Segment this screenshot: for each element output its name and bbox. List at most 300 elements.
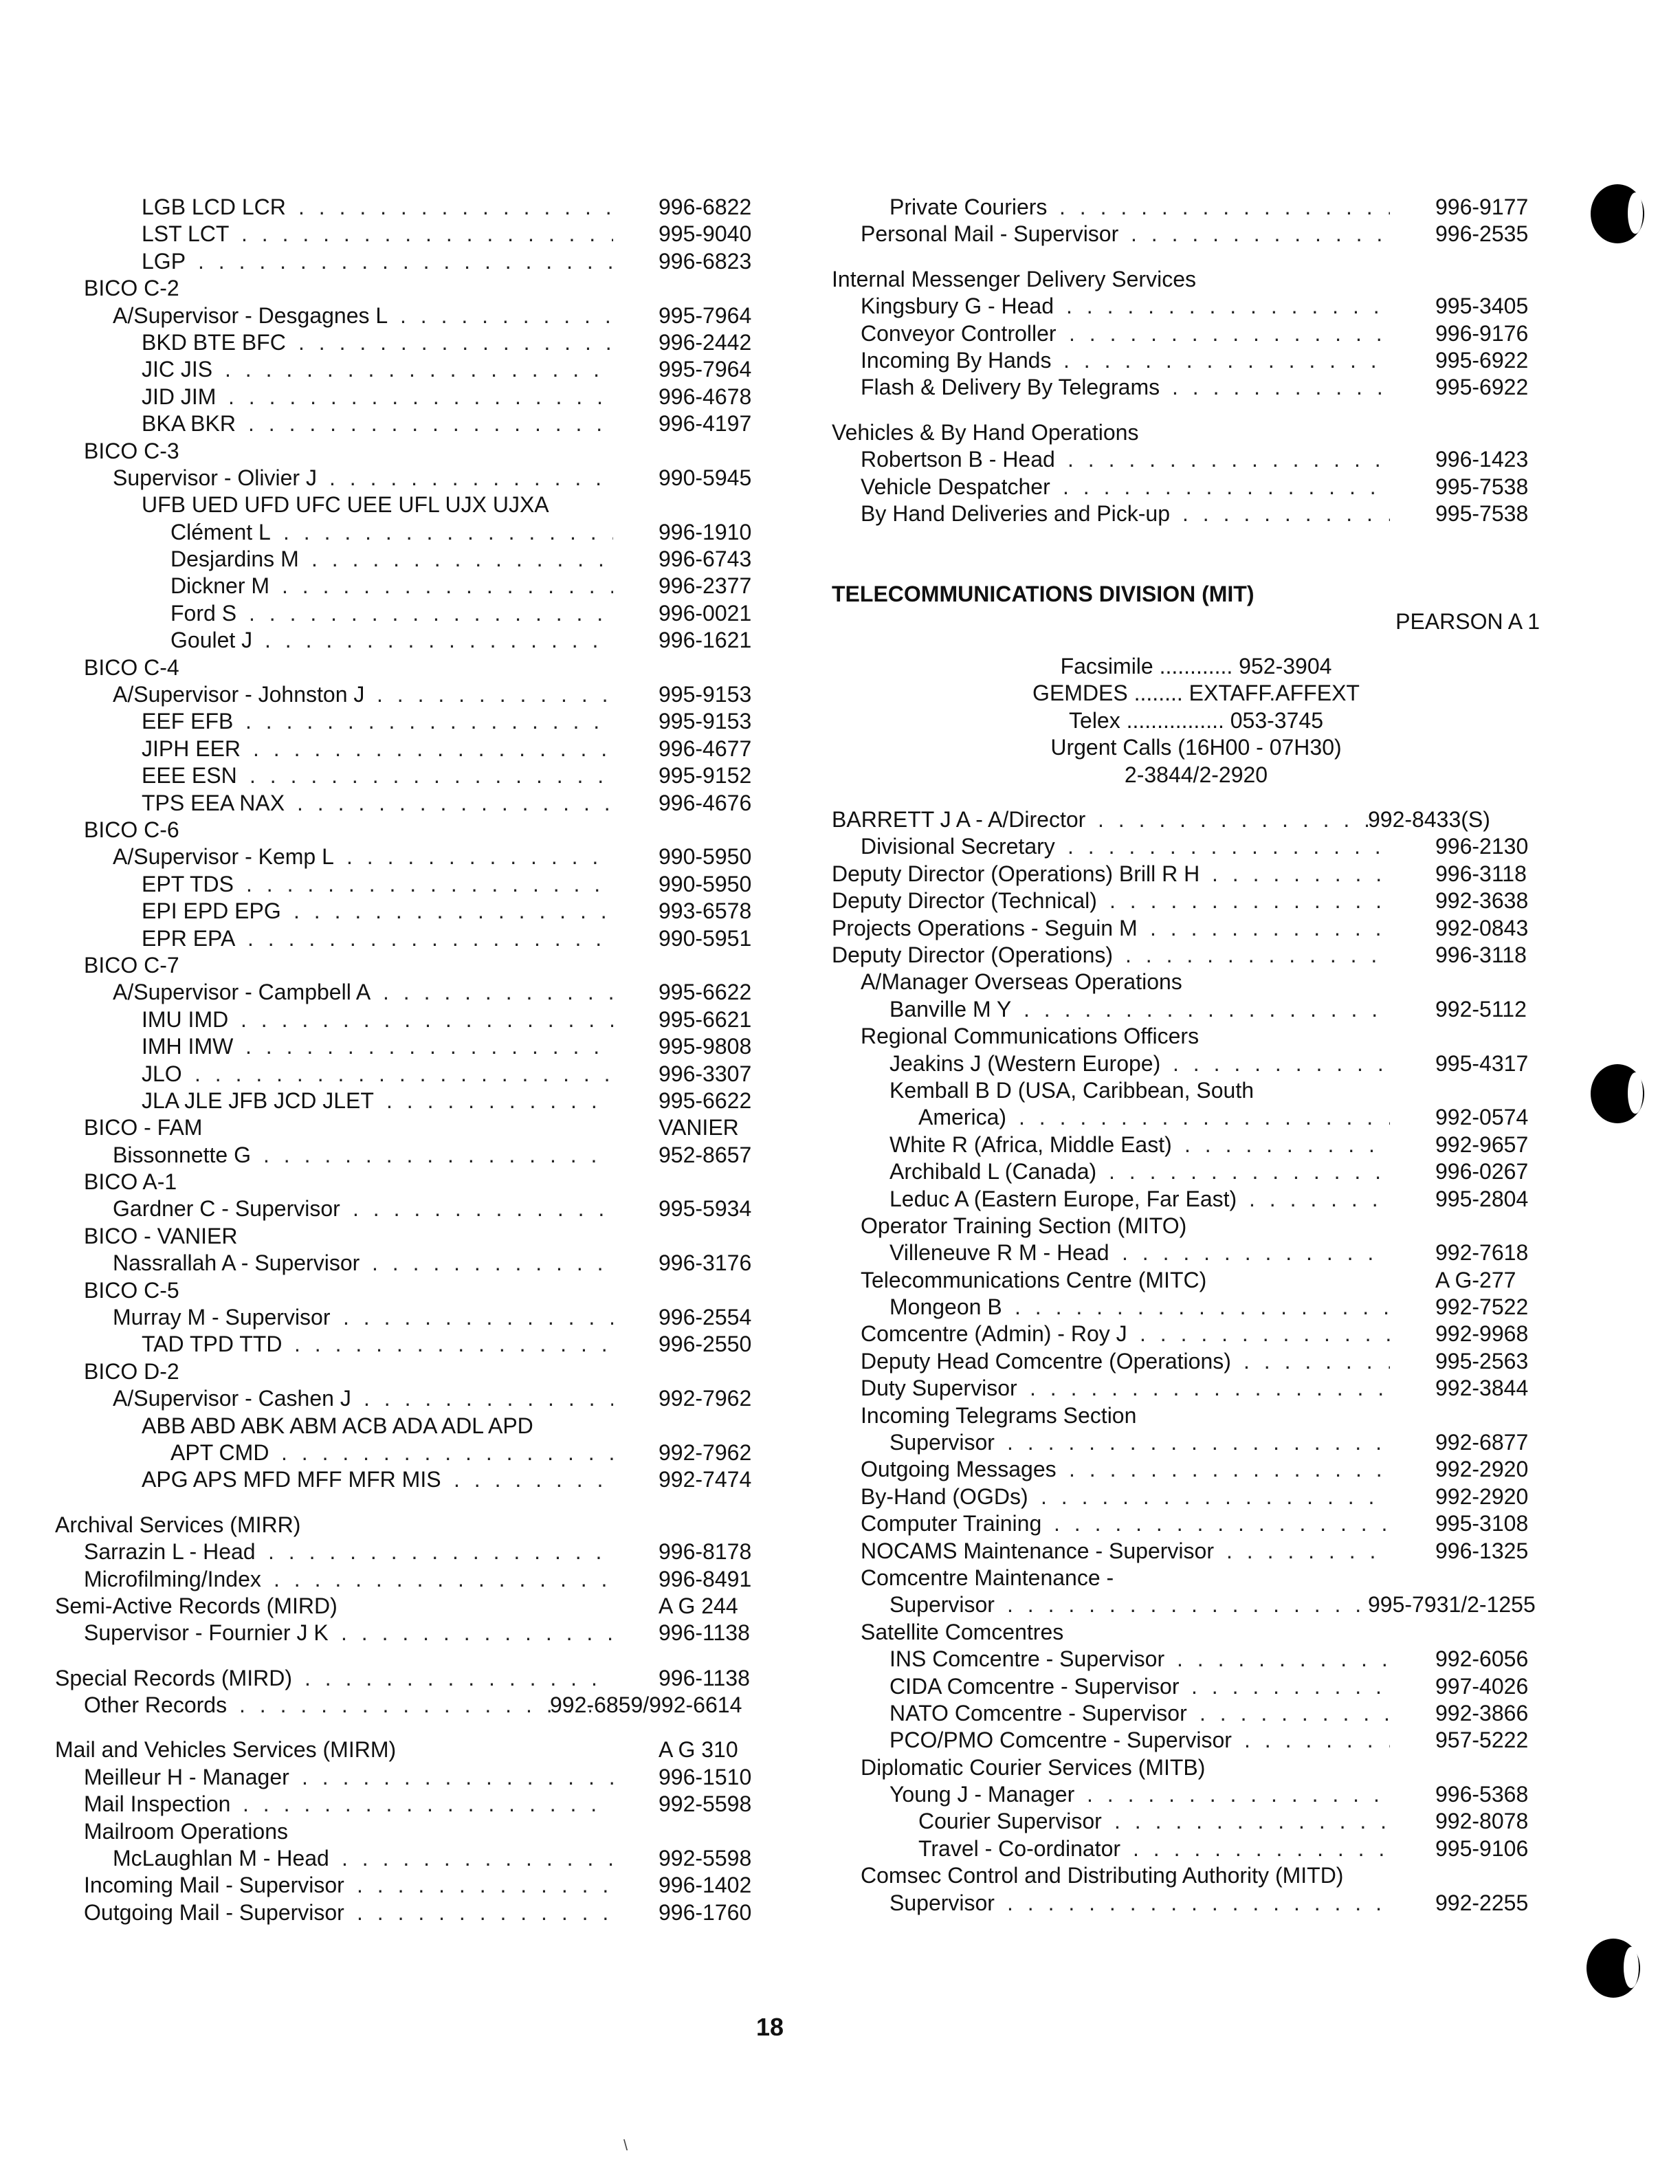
section-heading: Mailroom Operations [84, 1818, 288, 1844]
section-heading: A/Manager Overseas Operations [861, 969, 1182, 995]
directory-row [832, 1186, 1540, 1213]
directory-row [55, 519, 763, 546]
leader-dots [1125, 942, 1390, 969]
leader-dots [1249, 1186, 1390, 1213]
directory-row [55, 1736, 763, 1763]
directory-row [55, 736, 763, 762]
phone-number: 992-5598 [659, 1791, 752, 1817]
leader-dots [1069, 320, 1390, 347]
phone-number: 992-0574 [1435, 1105, 1529, 1130]
phone-number: 996-0267 [1435, 1159, 1529, 1184]
section-heading: Regional Communications Officers [861, 1024, 1200, 1049]
directory-row [55, 302, 763, 329]
leader-dots [1007, 1890, 1390, 1917]
phone-number: 992-5598 [659, 1846, 752, 1871]
phone-number: 992-9657 [1435, 1132, 1529, 1157]
leader-dots [282, 573, 613, 599]
binder-hole-icon [1587, 1939, 1640, 1998]
directory-left-column [55, 194, 763, 1926]
leader-dots [1133, 1835, 1390, 1862]
leader-dots [248, 410, 613, 437]
entry-name: America) [918, 1105, 1007, 1130]
section-heading: Satellite Comcentres [861, 1619, 1064, 1644]
section-heading: BICO C-5 [84, 1277, 179, 1303]
entry-name: TAD TPD TTD [142, 1332, 283, 1357]
entry-name: Bissonnette G [113, 1142, 251, 1167]
entry-name: EPI EPD EPG [142, 898, 281, 924]
entry-name: Mail and Vehicles Services (MIRM) [55, 1737, 397, 1763]
phone-number: 995-6621 [659, 1006, 752, 1032]
leader-dots [311, 546, 613, 573]
entry-name: BICO - FAM [84, 1115, 203, 1140]
phone-number: 992-9968 [1435, 1321, 1529, 1347]
phone-number: 992-8078 [1435, 1809, 1529, 1834]
directory-row [832, 608, 1540, 635]
leader-dots [1041, 1483, 1390, 1510]
directory-row [832, 762, 1540, 788]
leader-dots [364, 1385, 613, 1412]
leader-dots [298, 329, 613, 356]
directory-row [832, 1862, 1540, 1889]
entry-name: Desjardins M [170, 547, 299, 572]
entry-name: Outgoing Messages [861, 1457, 1057, 1482]
leader-dots [268, 1538, 613, 1565]
phone-number: 992-3638 [1435, 888, 1529, 914]
leader-dots [1007, 1429, 1390, 1456]
phone-number: 995-9040 [659, 221, 752, 247]
entry-name: IMH IMW [142, 1034, 234, 1059]
entry-name: Divisional Secretary [861, 834, 1055, 859]
phone-number: 992-2920 [1435, 1457, 1529, 1482]
entry-name: Dickner M [170, 573, 270, 599]
entry-name: Deputy Head Comcentre (Operations) [861, 1348, 1231, 1374]
leader-dots [1054, 1510, 1390, 1537]
directory-row [55, 871, 763, 898]
entry-name: BKD BTE BFC [142, 329, 286, 355]
phone-number: 992-8433(S) [1368, 807, 1490, 832]
leader-dots [243, 1791, 613, 1818]
directory-row [832, 446, 1540, 473]
phone-number: 992-2255 [1435, 1890, 1529, 1915]
entry-name: LST LCT [142, 221, 230, 247]
section-heading: Diplomatic Courier Services (MITB) [861, 1754, 1206, 1780]
directory-row [55, 1142, 763, 1169]
section-heading: Internal Messenger Delivery Services [832, 266, 1196, 291]
directory-row [832, 266, 1540, 293]
entry-name: Comcentre (Admin) - Roy J [861, 1321, 1127, 1347]
entry-name: Special Records (MIRD) [55, 1665, 292, 1690]
leader-dots [1114, 1808, 1390, 1835]
directory-row [55, 1033, 763, 1060]
phone-number: 992-5112 [1435, 996, 1527, 1022]
directory-row [55, 384, 763, 410]
entry-name: Murray M - Supervisor [113, 1305, 331, 1330]
phone-number: 996-6743 [659, 547, 752, 572]
phone-number: 992-2920 [1435, 1483, 1529, 1509]
section-heading: Vehicles & By Hand Operations [832, 419, 1139, 445]
directory-row [55, 817, 763, 843]
phone-number: 992-3866 [1435, 1700, 1529, 1725]
phone-number: 952-8657 [659, 1142, 752, 1167]
phone-number: 996-1138 [659, 1665, 750, 1690]
phone-number: 996-3307 [659, 1061, 752, 1086]
directory-row [55, 221, 763, 247]
directory-row [832, 996, 1540, 1023]
phone-number: 995-7538 [1435, 474, 1529, 499]
leader-dots [281, 1440, 613, 1466]
entry-name: NOCAMS Maintenance - Supervisor [861, 1538, 1214, 1563]
leader-dots [1063, 347, 1390, 374]
directory-row [832, 1538, 1540, 1565]
entry-name: Courier Supervisor [918, 1809, 1102, 1834]
entry-name: Kingsbury G - Head [861, 294, 1054, 319]
section-heading: BICO - VANIER [84, 1223, 238, 1248]
directory-row [832, 887, 1540, 914]
entry-name: Vehicle Despatcher [861, 474, 1050, 499]
directory-row [832, 374, 1540, 401]
leader-dots [283, 519, 613, 546]
entry-name: Supervisor [889, 1890, 995, 1915]
leader-dots [274, 1566, 613, 1593]
directory-row [55, 1223, 763, 1250]
directory-row [55, 1845, 763, 1872]
leader-dots [198, 248, 613, 275]
phone-number: 996-1325 [1435, 1538, 1529, 1563]
section-heading: Operator Training Section (MITO) [861, 1213, 1187, 1238]
leader-dots [1098, 806, 1368, 833]
directory-row [832, 1565, 1540, 1591]
entry-name: BARRETT J A - A/Director [832, 807, 1086, 832]
directory-row [832, 1239, 1540, 1266]
leader-dots [1087, 1781, 1390, 1808]
phone-number: 990-5951 [659, 925, 752, 951]
entry-name: Nassrallah A - Supervisor [113, 1250, 360, 1276]
spacer [832, 563, 1540, 581]
directory-row [832, 1619, 1540, 1646]
phone-number: 995-9106 [1435, 1835, 1529, 1861]
entry-name: Telecommunications Centre (MITC) [861, 1267, 1207, 1292]
entry-name: EEE ESN [142, 763, 237, 788]
entry-name: APG APS MFD MFF MFR MIS [142, 1467, 441, 1492]
spacer [832, 401, 1540, 419]
phone-number: 996-1510 [659, 1764, 752, 1789]
entry-name: TPS EEA NAX [142, 790, 285, 815]
phone-number: 996-8491 [659, 1566, 752, 1591]
directory-row [55, 952, 763, 979]
leader-dots [400, 302, 613, 329]
entry-name: Travel - Co-ordinator [918, 1835, 1121, 1861]
directory-row [55, 410, 763, 437]
directory-row [55, 194, 763, 221]
entry-name: A/Supervisor - Kemp L [113, 844, 334, 870]
phone-number: 996-2442 [659, 329, 752, 355]
leader-dots [247, 925, 613, 952]
directory-row [55, 1512, 763, 1538]
leader-dots [1024, 996, 1390, 1023]
spacer [832, 545, 1540, 563]
directory-row [55, 1195, 763, 1222]
directory-row [55, 708, 763, 735]
phone-number: 996-9177 [1435, 195, 1529, 219]
directory-row [832, 1077, 1540, 1104]
directory-row [55, 681, 763, 708]
leader-dots [343, 1304, 613, 1331]
leader-dots [1191, 1673, 1390, 1700]
phone-number: 995-6622 [659, 1088, 752, 1113]
entry-name: JLO [142, 1061, 182, 1086]
directory-row [55, 1114, 763, 1141]
leader-dots [195, 1061, 613, 1088]
entry-name: Banville M Y [889, 996, 1012, 1022]
entry-name: BKA BKR [142, 411, 236, 437]
phone-number: 995-4317 [1435, 1050, 1529, 1076]
phone-number: 995-6622 [659, 980, 752, 1005]
directory-row [55, 1692, 763, 1719]
directory-row [55, 1538, 763, 1565]
directory-row [55, 465, 763, 492]
directory-row [55, 627, 763, 654]
directory-row [55, 1277, 763, 1304]
phone-number: 957-5222 [1435, 1728, 1529, 1753]
phone-number: 996-2535 [1435, 221, 1529, 247]
entry-name: Ford S [170, 600, 237, 626]
directory-row [832, 1158, 1540, 1185]
phone-number: 996-8178 [659, 1539, 752, 1565]
directory-row [55, 1440, 763, 1466]
section-heading: BICO C-2 [84, 276, 179, 301]
leader-dots [1150, 915, 1390, 942]
stray-mark: \ [623, 2137, 628, 2154]
phone-number: 995-6922 [1435, 375, 1529, 400]
entry-name: Supervisor - Olivier J [113, 465, 317, 490]
leader-dots [245, 1033, 613, 1060]
section-heading: UFB UED UFD UFC UEE UFL UJX UJXA [142, 492, 549, 518]
leader-dots [305, 1665, 613, 1692]
directory-row [832, 347, 1540, 374]
leader-dots [253, 736, 613, 762]
directory-row [55, 1593, 763, 1620]
phone-number: 992-7962 [659, 1440, 752, 1465]
entry-name: EEF EFB [142, 709, 234, 734]
leader-dots [297, 790, 613, 817]
entry-name: Duty Supervisor [861, 1376, 1017, 1401]
leader-dots [1184, 1132, 1390, 1158]
directory-row [832, 194, 1540, 221]
entry-name: LGP [142, 248, 186, 274]
phone-number: 996-1621 [659, 628, 752, 653]
spacer [55, 1647, 763, 1665]
leader-dots [1007, 1591, 1368, 1618]
leader-dots [1173, 1050, 1390, 1077]
phone-number: 995-9153 [659, 682, 752, 707]
entry-name: White R (Africa, Middle East) [889, 1132, 1172, 1157]
leader-dots [1019, 1104, 1390, 1131]
spacer [55, 1719, 763, 1736]
binder-hole-icon [1591, 184, 1644, 243]
phone-number: 996-1910 [659, 519, 752, 544]
leader-dots [1122, 1239, 1390, 1266]
directory-row [832, 474, 1540, 500]
entry-name: Robertson B - Head [861, 447, 1055, 472]
entry-name: By-Hand (OGDs) [861, 1483, 1028, 1509]
phone-number: 995-9152 [659, 763, 752, 788]
entry-name: Leduc A (Eastern Europe, Far East) [889, 1186, 1237, 1211]
leader-dots [353, 1195, 613, 1222]
phone-number: 992-7962 [659, 1386, 752, 1411]
directory-row [55, 1872, 763, 1899]
directory-row [55, 1061, 763, 1088]
leader-dots [239, 1692, 591, 1719]
directory-row [55, 600, 763, 627]
directory-row [55, 573, 763, 599]
entry-name: EPR EPA [142, 925, 236, 951]
phone-number: 996-4676 [659, 790, 752, 815]
section-heading: BICO C-7 [84, 952, 179, 978]
directory-row [55, 843, 763, 870]
leader-dots [1140, 1321, 1390, 1347]
spacer [832, 248, 1540, 266]
entry-name: Goulet J [170, 628, 253, 653]
leader-dots [1068, 446, 1390, 473]
phone-number: 995-7964 [659, 357, 752, 382]
leader-dots [377, 681, 613, 708]
entry-name: EPT TDS [142, 871, 234, 896]
directory-row [832, 707, 1540, 734]
directory-row [832, 1213, 1540, 1239]
directory-row [55, 1620, 763, 1646]
directory-row [832, 861, 1540, 887]
entry-name: Deputy Director (Operations) [832, 942, 1114, 967]
directory-row [832, 1429, 1540, 1456]
leader-dots [1226, 1538, 1390, 1565]
directory-row [832, 1700, 1540, 1727]
directory-row [55, 275, 763, 302]
phone-number: 992-3844 [1435, 1376, 1529, 1401]
leader-dots [386, 1088, 613, 1114]
leader-dots [263, 1142, 613, 1169]
leader-dots [1066, 293, 1390, 320]
directory-row [832, 1456, 1540, 1483]
phone-number: 992-7618 [1435, 1240, 1529, 1266]
section-heading: TELECOMMUNICATIONS DIVISION (MIT) [832, 582, 1255, 607]
leader-dots [246, 871, 613, 898]
directory-row [832, 653, 1540, 680]
leader-dots [454, 1466, 613, 1493]
phone-number: 990-5950 [659, 871, 752, 896]
leader-dots [249, 600, 613, 627]
leader-dots [342, 1845, 613, 1872]
leader-dots [346, 843, 613, 870]
directory-row [55, 438, 763, 465]
entry-name: Young J - Manager [889, 1782, 1075, 1807]
leader-dots [329, 465, 613, 492]
entry-name: By Hand Deliveries and Pick-up [861, 500, 1170, 526]
section-heading: ABB ABD ABK ABM ACB ADA ADL APD [142, 1413, 533, 1438]
section-heading: BICO C-3 [84, 438, 179, 463]
directory-row [832, 293, 1540, 320]
leader-dots [1182, 500, 1390, 527]
phone-number: 996-9176 [1435, 320, 1529, 346]
directory-row [55, 1331, 763, 1358]
phone-number: 996-0021 [659, 600, 752, 626]
entry-name: Meilleur H - Manager [84, 1764, 289, 1789]
contact-info-line: 2-3844/2-2920 [1124, 762, 1268, 787]
entry-name: Outgoing Mail - Supervisor [84, 1899, 344, 1925]
directory-row [832, 419, 1540, 446]
entry-name: Supervisor - Fournier J K [84, 1620, 329, 1646]
directory-row [55, 762, 763, 789]
entry-name: Gardner C - Supervisor [113, 1196, 340, 1222]
entry-name: Other Records [84, 1692, 228, 1718]
section-heading: BICO C-6 [84, 817, 179, 842]
directory-row [832, 1348, 1540, 1375]
phone-number: 995-7538 [1435, 500, 1529, 526]
directory-row [832, 1510, 1540, 1537]
page-number: 18 [756, 2013, 784, 2041]
leader-dots [1212, 861, 1390, 887]
directory-right-column [832, 194, 1540, 1917]
directory-row [55, 1169, 763, 1195]
location-code: PEARSON A 1 [1395, 608, 1540, 634]
contact-info-line: Telex ................ 053-3745 [1069, 707, 1323, 733]
directory-row [832, 1104, 1540, 1131]
directory-row [832, 500, 1540, 527]
entry-name: Jeakins J (Western Europe) [889, 1050, 1161, 1076]
directory-row [832, 1402, 1540, 1429]
entry-name: Incoming Mail - Supervisor [84, 1873, 344, 1898]
phone-number: 995-9153 [659, 709, 752, 734]
entry-name: INS Comcentre - Supervisor [889, 1646, 1165, 1672]
directory-row [832, 1375, 1540, 1402]
leader-dots [245, 708, 613, 735]
entry-name: JLA JLE JFB JCD JLET [142, 1088, 374, 1113]
section-heading: BICO D-2 [84, 1358, 179, 1384]
leader-dots [1177, 1646, 1390, 1673]
directory-row [832, 1808, 1540, 1835]
phone-number: 996-3118 [1435, 861, 1527, 886]
directory-row [832, 734, 1540, 761]
directory-row [55, 1006, 763, 1033]
contact-info-line: Urgent Calls (16H00 - 07H30) [1050, 735, 1342, 760]
leader-dots [294, 898, 613, 925]
leader-dots [1172, 374, 1390, 401]
directory-row [55, 1358, 763, 1385]
entry-name: Personal Mail - Supervisor [861, 221, 1119, 247]
leader-dots [1109, 1158, 1390, 1185]
directory-row [832, 806, 1540, 833]
contact-info-line: Facsimile ............ 952-3904 [1060, 654, 1332, 679]
directory-row [55, 1764, 763, 1791]
phone-number: 990-5945 [659, 465, 752, 490]
phone-number: 996-4678 [659, 384, 752, 409]
directory-row [832, 581, 1540, 608]
leader-dots [1109, 887, 1390, 914]
phone-number: 996-2377 [659, 573, 752, 599]
spacer [832, 527, 1540, 545]
directory-row [55, 1791, 763, 1818]
phone-number: 996-1760 [659, 1899, 752, 1925]
directory-row [55, 1250, 763, 1277]
entry-name: Conveyor Controller [861, 320, 1057, 346]
leader-dots [1015, 1294, 1390, 1321]
phone-number: 992-6056 [1435, 1646, 1529, 1672]
phone-number: 996-3118 [1435, 942, 1527, 967]
leader-dots [225, 356, 613, 383]
leader-dots [1069, 1456, 1390, 1483]
phone-number: 996-2130 [1435, 834, 1529, 859]
directory-row [832, 833, 1540, 860]
directory-row [832, 1321, 1540, 1347]
